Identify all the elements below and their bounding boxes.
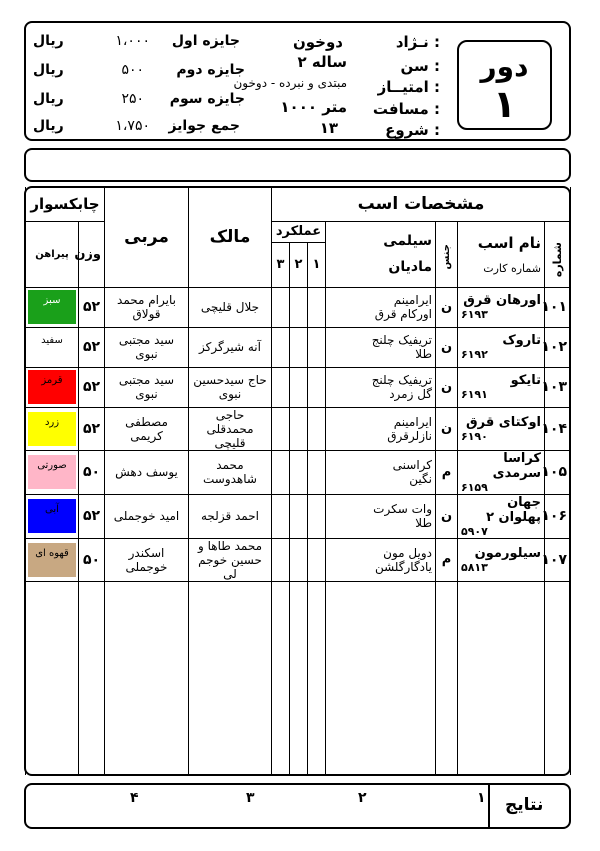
perf-cell [290, 450, 308, 494]
silk-cell [26, 538, 79, 581]
result-place-2: ۲ [358, 790, 367, 806]
perf-cell [272, 407, 290, 450]
horse-number: ۱۰۵ [545, 450, 571, 494]
owner-cell: حاجی محمدقلی قلیچی [189, 407, 272, 450]
silk-swatch: آبی [28, 499, 76, 533]
perf-cell [308, 538, 326, 581]
perf-cell [272, 494, 290, 538]
owner-cell: احمد قزلجه [189, 494, 272, 538]
table-row [26, 367, 571, 407]
table-row [26, 407, 571, 450]
table-row [26, 494, 571, 538]
silk-swatch: صورتی [28, 455, 76, 489]
perf-cell [308, 494, 326, 538]
result-place-1: ۱ [477, 790, 486, 806]
sire-dam-header: سیلمی مادیان [326, 221, 436, 287]
perf-cell [308, 287, 326, 327]
trainer-cell: امید خوجملی [105, 494, 189, 538]
trainer-cell: اسکندر خوجملی [105, 538, 189, 581]
race-label: دور [480, 50, 529, 83]
perf-cell [272, 287, 290, 327]
owner-header: مالک [189, 187, 272, 287]
sire-dam-cell: وات سکرت طلا [326, 494, 436, 538]
prize-third-label: جایزه سوم [169, 91, 245, 107]
silk-cell [26, 287, 79, 327]
trainer-cell: سید مجتبی نبوی [105, 327, 189, 367]
weight-cell: ۵۰ [79, 450, 105, 494]
result-place-3: ۳ [246, 790, 255, 806]
start-value: ۱۳ [319, 119, 338, 137]
perf-cell [290, 538, 308, 581]
horse-name-cell: تاروک ۶۱۹۲ [458, 327, 545, 367]
trainer-cell: بایرام محمد قولاق [105, 287, 189, 327]
horse-number: ۱۰۴ [545, 407, 571, 450]
prize-first-value: ۱،۰۰۰ [115, 33, 150, 49]
perf-cell [290, 407, 308, 450]
race-number: ۱ [492, 82, 517, 126]
horse-number: ۱۰۱ [545, 287, 571, 327]
weight-cell: ۵۲ [79, 494, 105, 538]
rank-label: امتیــاز : [377, 78, 440, 96]
perf-cell [290, 494, 308, 538]
perf-cell [272, 450, 290, 494]
silk-swatch: قهوه ای [28, 543, 76, 577]
horse-number: ۱۰۶ [545, 494, 571, 538]
horses-table [25, 187, 571, 775]
silk-cell [26, 494, 79, 538]
results-label: نتایج [505, 795, 544, 815]
perf-cell [308, 367, 326, 407]
breed-value: دوخون [292, 33, 343, 51]
weight-header: وزن [79, 221, 105, 287]
perf-cell [290, 367, 308, 407]
rank-value: مبتدی و نبرده - دوخون [233, 76, 347, 90]
horse-name-cell: کراسا سرمدی ۶۱۵۹ [458, 450, 545, 494]
sire-dam-cell: ایرامینم اورکام قرق [326, 287, 436, 327]
prize-second-value: ۵۰۰ [121, 62, 144, 78]
sire-dam-cell: تریفیک چلنج طلا [326, 327, 436, 367]
perf-cell [272, 538, 290, 581]
perf-2-header: ۲ [289, 243, 308, 287]
distance-value: ۱۰۰۰ متر [280, 98, 347, 116]
horse-number: ۱۰۷ [545, 538, 571, 581]
perf-cell [308, 450, 326, 494]
jockey-section-header: چابکسوار [26, 187, 105, 221]
name-header: نام اسب شماره کارت [458, 221, 545, 287]
prize-total-value: ۱،۷۵۰ [115, 118, 150, 134]
prize-second-label: جایزه دوم [176, 62, 245, 78]
table-row [26, 327, 571, 367]
owner-cell: محمد شاهدوست [189, 450, 272, 494]
table-row [26, 538, 571, 581]
silk-header: پیراهن [26, 221, 79, 287]
weight-cell: ۵۲ [79, 407, 105, 450]
silk-swatch: سبز [28, 290, 76, 324]
silk-cell [26, 407, 79, 450]
owner-cell: جلال قلیچی [189, 287, 272, 327]
perf-cell [308, 327, 326, 367]
horse-sex: م [436, 538, 458, 581]
prize-total-unit: ریال [33, 118, 64, 134]
perf-1-header: ۱ [312, 256, 321, 272]
silk-cell [26, 450, 79, 494]
horse-sex: ن [436, 367, 458, 407]
horse-sex: م [436, 450, 458, 494]
weight-cell: ۵۲ [79, 327, 105, 367]
race-number-box [457, 40, 552, 130]
table-row [26, 450, 571, 494]
horse-name-cell: اورهان قرق ۶۱۹۳ [458, 287, 545, 327]
perf-3-header: ۳ [276, 256, 285, 272]
sire-dam-cell: دویل مون یادگارگلشن [326, 538, 436, 581]
sire-dam-cell: تریفیک چلنج گل زمرد [326, 367, 436, 407]
prize-first-label: جایزه اول [171, 33, 240, 49]
horse-number: ۱۰۲ [545, 327, 571, 367]
number-header: شماره [545, 221, 571, 287]
trainer-cell: سید مجتبی نبوی [105, 367, 189, 407]
horse-name-cell: اوکتای قرق ۶۱۹۰ [458, 407, 545, 450]
age-value: ۲ ساله [297, 53, 347, 71]
horse-name-cell: تایکو ۶۱۹۱ [458, 367, 545, 407]
perf-cell [308, 407, 326, 450]
silk-swatch: زرد [28, 412, 76, 446]
horse-sex: ن [436, 494, 458, 538]
trainer-cell: یوسف دهش [105, 450, 189, 494]
prize-first-unit: ریال [33, 33, 64, 49]
results-divider [488, 785, 490, 827]
prize-second-unit: ریال [33, 62, 64, 78]
horse-name-cell: سیلورمون ۵۸۱۳ [458, 538, 545, 581]
age-label: سن : [400, 57, 440, 75]
horse-section-header: مشخصات اسب [272, 187, 571, 221]
start-label: شروع : [385, 121, 440, 139]
weight-cell: ۵۲ [79, 367, 105, 407]
owner-cell: محمد طاها و حسین خوجم لی [189, 538, 272, 581]
horse-sex: ن [436, 407, 458, 450]
trainer-header: مربی [105, 187, 189, 287]
result-place-4: ۴ [130, 790, 139, 806]
weight-cell: ۵۰ [79, 538, 105, 581]
silk-cell [26, 327, 79, 367]
trainer-cell: مصطفی کریمی [105, 407, 189, 450]
owner-cell: حاج سیدحسین نبوی [189, 367, 272, 407]
prize-third-unit: ریال [33, 91, 64, 107]
perf-cell [272, 367, 290, 407]
silk-swatch: سفید [28, 330, 76, 364]
notes-box [24, 148, 571, 182]
horse-name-cell: جهان پهلوان ۲ ۵۹۰۷ [458, 494, 545, 538]
silk-swatch: قرمز [28, 370, 76, 404]
prize-total-label: جمع جوایز [168, 118, 240, 134]
silk-cell [26, 367, 79, 407]
weight-cell: ۵۲ [79, 287, 105, 327]
perf-cell [290, 287, 308, 327]
sex-header: جنس [436, 221, 458, 287]
horse-number: ۱۰۳ [545, 367, 571, 407]
empty-table-area [26, 581, 571, 775]
perf-cell [290, 327, 308, 367]
performance-header: عملکرد ۱ ۲ ۳ [272, 221, 326, 287]
breed-label: نـژاد : [395, 33, 440, 51]
prize-third-value: ۲۵۰ [121, 91, 144, 107]
sire-dam-cell: کراسنی نگین [326, 450, 436, 494]
sire-dam-cell: ایرامینم نازلرقرق [326, 407, 436, 450]
owner-cell: آنه شیرگرکز [189, 327, 272, 367]
perf-cell [272, 327, 290, 367]
horse-sex: ن [436, 287, 458, 327]
horse-sex: ن [436, 327, 458, 367]
distance-label: مسافت : [372, 100, 440, 118]
table-row [26, 287, 571, 327]
